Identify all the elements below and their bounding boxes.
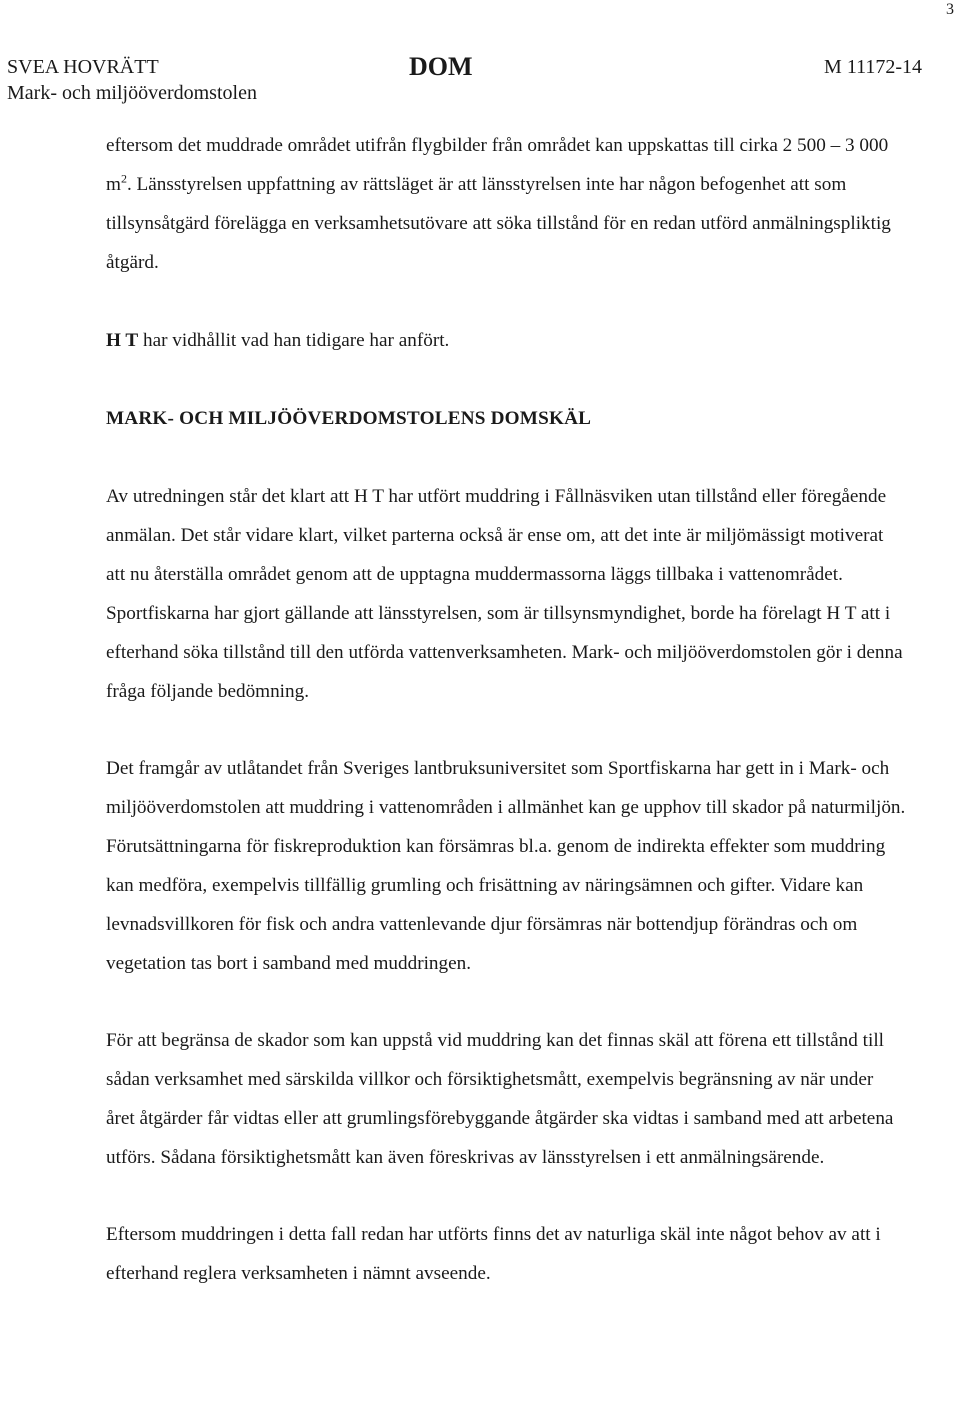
document-header — [7, 54, 927, 106]
court-name: SVEA HOVRÄTT — [7, 56, 159, 78]
paragraph-1-text-a: eftersom det muddrade området utifrån flygbilder från området kan uppskattas till cirka 2 500 – 3 000 m — [106, 135, 889, 195]
document-type: DOM — [409, 52, 473, 81]
paragraph-6: Eftersom muddringen i detta fall redan har utförts finns det av naturliga skäl inte något behov av att i efterhand reglera verksamheten i nämnt avseende. — [106, 1224, 881, 1284]
party-name: H T — [106, 330, 139, 351]
page-number: 3 — [946, 1, 954, 18]
paragraph-3: Av utredningen står det klart att H T har utfört muddring i Fållnäsviken utan tillstånd eller föregående anmälan. Det står vidare klart, vilket parterna också är ense om, att det inte är miljömässigt motiverat att nu återställa området genom att de upptagna muddermassorna läggs tillbaka i vattenområdet. Sportfiskarna har gjort gällande att länsstyrelsen, som är tillsynsmyndighet, borde ha förelagt H T att i efterhand söka tillstånd till den utförda vattenverksamheten. Mark- och miljööverdomstolen gör i denna fråga följande bedömning. — [106, 486, 903, 702]
paragraph-5: För att begränsa de skador som kan uppstå vid muddring kan det finnas skäl att förena ett tillstånd till sådan verksamhet med särskilda villkor och försiktighetsmått, exempelvis begränsning av när under året åtgärder får vidtas eller att grumlingsförebyggande åtgärder ska vidtas i samband med att arbetena utförs. Sådana försiktighetsmått kan även föreskrivas av länsstyrelsen i ett anmälningsärende. — [106, 1030, 894, 1168]
paragraph-1 — [106, 126, 906, 282]
case-number: M 11172-14 — [824, 56, 922, 78]
paragraph-2-text: har vidhållit vad han tidigare har anfört. — [138, 330, 450, 351]
paragraph-4: Det framgår av utlåtandet från Sveriges lantbruksuniversitet som Sportfiskarna har gett in i Mark- och miljööverdomstolen att muddring i vattenområden i allmänhet kan ge upphov till skador på naturmiljön. Förutsättningarna för fiskreproduktion kan försämras bl.a. genom de indirekta effekter som muddring kan medföra, exempelvis tillfällig grumling och frisättning av näringsämnen och gifter. Vidare kan levnadsvillkoren för fisk och andra vattenlevande djur försämras när bottendjup förändras och om vegetation tas bort i samband med muddringen. — [106, 758, 906, 974]
paragraph-1-text-b: . Länsstyrelsen uppfattning av rättsläget är att länsstyrelsen inte har någon befogenhet att som tillsynsåtgärd förelägga en verksamhetsutövare att söka tillstånd för en redan utförd anmälningspliktig åtgärd. — [106, 174, 891, 273]
section-heading: MARK- OCH MILJÖÖVERDOMSTOLENS DOMSKÄL — [106, 408, 592, 429]
document-body — [106, 126, 906, 1293]
paragraph-2 — [106, 321, 906, 360]
superscript: 2 — [120, 171, 127, 186]
court-division: Mark- och miljööverdomstolen — [7, 82, 257, 104]
